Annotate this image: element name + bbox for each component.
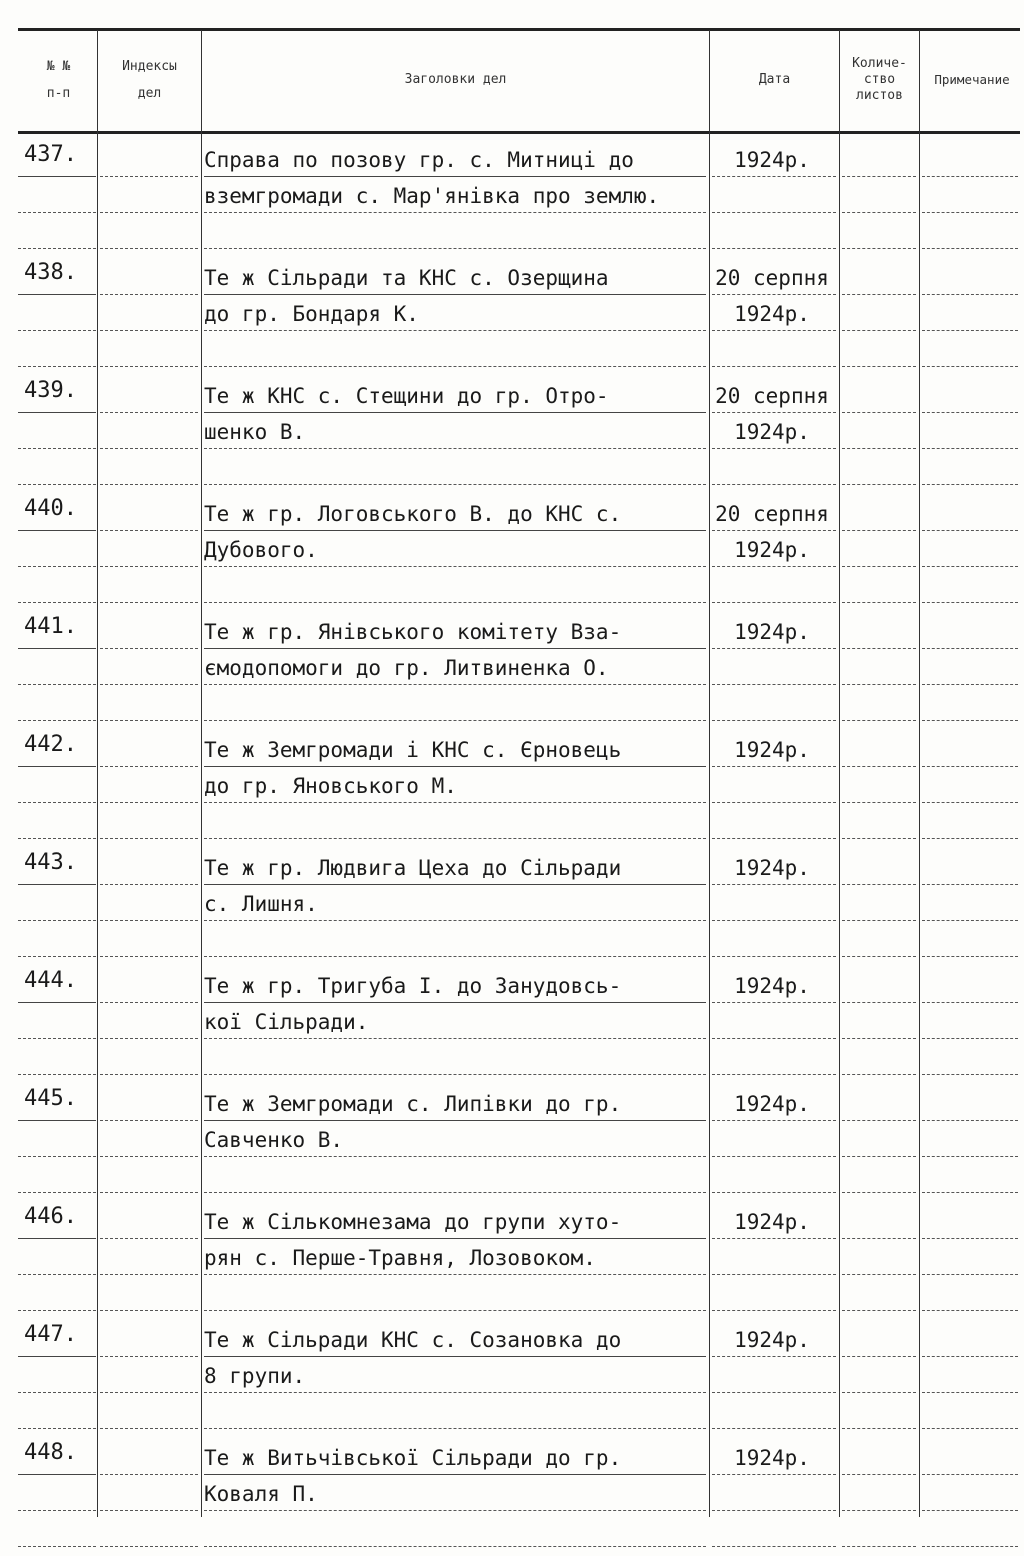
ruled-line xyxy=(712,684,836,685)
ruled-line xyxy=(100,1546,198,1547)
ruled-line xyxy=(922,294,1018,295)
ruled-line xyxy=(100,602,198,603)
ruled-line xyxy=(18,956,96,957)
item-number: 443. xyxy=(24,850,77,875)
ruled-line xyxy=(204,1510,706,1511)
ruled-line xyxy=(18,330,96,331)
ruled-line xyxy=(922,448,1018,449)
item-number: 447. xyxy=(24,1322,77,1347)
ruled-line xyxy=(712,602,836,603)
ruled-line xyxy=(100,1474,198,1475)
ruled-line xyxy=(100,212,198,213)
ruled-line xyxy=(204,1074,706,1075)
ruled-line xyxy=(204,448,706,449)
ruled-line xyxy=(922,884,1018,885)
ruled-line xyxy=(712,1510,836,1511)
ruled-line xyxy=(100,176,198,177)
ruled-line xyxy=(842,530,916,531)
ruled-line xyxy=(712,1074,836,1075)
ruled-line xyxy=(922,1156,1018,1157)
ruled-line xyxy=(922,802,1018,803)
ruled-line xyxy=(712,1156,836,1157)
ruled-line xyxy=(922,920,1018,921)
ruled-line xyxy=(18,366,96,367)
ruled-line xyxy=(18,766,96,767)
ruled-line xyxy=(712,648,836,649)
ruled-line xyxy=(712,366,836,367)
header-title: Заголовки дел xyxy=(404,72,507,88)
ruled-line xyxy=(100,802,198,803)
ruled-line xyxy=(204,802,706,803)
ruled-line xyxy=(18,1392,96,1393)
ruled-line xyxy=(100,1510,198,1511)
ruled-line xyxy=(204,1120,706,1121)
table-row xyxy=(0,494,1024,612)
case-title: Те ж гр. Янівського комітету Вза- ємодопомоги до гр. Литвиненка О. xyxy=(204,620,622,680)
ruled-line xyxy=(100,294,198,295)
ruled-line xyxy=(922,1392,1018,1393)
ruled-line xyxy=(18,1310,96,1311)
item-number: 440. xyxy=(24,496,77,521)
case-date: 1924р. xyxy=(734,1210,810,1234)
ruled-line xyxy=(922,838,1018,839)
case-title: Те ж Земгромади і КНС с. Єрновець до гр. Яновського М. xyxy=(204,738,622,798)
ruled-line xyxy=(204,412,706,413)
ruled-line xyxy=(100,566,198,567)
ruled-line xyxy=(712,920,836,921)
ruled-line xyxy=(712,1392,836,1393)
ruled-line xyxy=(204,484,706,485)
ruled-line xyxy=(842,212,916,213)
ruled-line xyxy=(204,1546,706,1547)
ruled-line xyxy=(18,648,96,649)
ruled-line xyxy=(712,448,836,449)
item-number: 445. xyxy=(24,1086,77,1111)
ruled-line xyxy=(842,1356,916,1357)
ruled-line xyxy=(204,176,706,177)
ruled-line xyxy=(100,838,198,839)
ruled-line xyxy=(922,956,1018,957)
ruled-line xyxy=(18,1192,96,1193)
ruled-line xyxy=(922,366,1018,367)
ruled-line xyxy=(922,1546,1018,1547)
ruled-line xyxy=(842,1074,916,1075)
ruled-line xyxy=(922,1274,1018,1275)
ruled-line xyxy=(922,1474,1018,1475)
ruled-line xyxy=(842,1002,916,1003)
ruled-line xyxy=(100,684,198,685)
table-row xyxy=(0,612,1024,730)
case-title: Те ж гр. Людвига Цеха до Сільради с. Лишня. xyxy=(204,856,622,916)
ruled-line xyxy=(100,920,198,921)
ruled-line xyxy=(204,566,706,567)
ruled-line xyxy=(922,1310,1018,1311)
case-date: 1924р. xyxy=(734,1092,810,1116)
ruled-line xyxy=(204,294,706,295)
ruled-line xyxy=(18,1474,96,1475)
case-title: Те ж КНС с. Стещини до гр. Отро- шенко В. xyxy=(204,384,609,444)
ruled-line xyxy=(100,884,198,885)
case-date: 1924р. xyxy=(734,620,810,644)
ruled-line xyxy=(712,1238,836,1239)
ruled-line xyxy=(18,484,96,485)
ruled-line xyxy=(18,1274,96,1275)
ruled-line xyxy=(204,1310,706,1311)
ruled-line xyxy=(842,448,916,449)
ruled-line xyxy=(18,1428,96,1429)
ruled-line xyxy=(842,412,916,413)
ruled-line xyxy=(712,1310,836,1311)
ruled-line xyxy=(922,1356,1018,1357)
ruled-line xyxy=(842,248,916,249)
item-number: 442. xyxy=(24,732,77,757)
ruled-line xyxy=(18,248,96,249)
ruled-line xyxy=(18,602,96,603)
ruled-line xyxy=(712,176,836,177)
header-index: Индексы дел xyxy=(122,58,177,101)
ruled-line xyxy=(204,766,706,767)
ruled-line xyxy=(18,884,96,885)
item-number: 444. xyxy=(24,968,77,993)
ruled-line xyxy=(842,1120,916,1121)
ruled-line xyxy=(842,766,916,767)
ruled-line xyxy=(922,1192,1018,1193)
ruled-line xyxy=(842,602,916,603)
ruled-line xyxy=(842,366,916,367)
ruled-line xyxy=(18,1120,96,1121)
ruled-line xyxy=(922,1074,1018,1075)
case-date: 20 серпня 1924р. xyxy=(715,266,829,326)
ruled-line xyxy=(922,330,1018,331)
ruled-line xyxy=(842,1156,916,1157)
header-bottom-border xyxy=(18,131,1020,134)
ruled-line xyxy=(712,838,836,839)
table-row xyxy=(0,140,1024,258)
ruled-line xyxy=(842,330,916,331)
ruled-line xyxy=(842,720,916,721)
ruled-line xyxy=(100,1156,198,1157)
ruled-line xyxy=(842,884,916,885)
ruled-line xyxy=(842,648,916,649)
ruled-line xyxy=(204,1274,706,1275)
ruled-line xyxy=(922,1238,1018,1239)
ruled-line xyxy=(204,248,706,249)
ruled-line xyxy=(842,1474,916,1475)
ruled-line xyxy=(18,838,96,839)
ruled-line xyxy=(100,1310,198,1311)
ruled-line xyxy=(842,1546,916,1547)
ruled-line xyxy=(842,484,916,485)
ruled-line xyxy=(922,566,1018,567)
ruled-line xyxy=(204,920,706,921)
table-row xyxy=(0,1320,1024,1438)
ruled-line xyxy=(18,412,96,413)
table-row xyxy=(0,966,1024,1084)
ruled-line xyxy=(204,956,706,957)
ruled-line xyxy=(204,884,706,885)
case-title: Те ж Сільради та КНС с. Озерщина до гр. Бондаря К. xyxy=(204,266,609,326)
ruled-line xyxy=(18,684,96,685)
ruled-line xyxy=(712,530,836,531)
case-title: Те ж Витьчівської Сільради до гр. Коваля П. xyxy=(204,1446,622,1506)
ruled-line xyxy=(712,1428,836,1429)
case-date: 20 серпня 1924р. xyxy=(715,384,829,444)
ruled-line xyxy=(842,838,916,839)
ruled-line xyxy=(712,1274,836,1275)
case-title: Те ж гр. Тригуба І. до Занудовсь- кої Сільради. xyxy=(204,974,622,1034)
ruled-line xyxy=(922,248,1018,249)
ruled-line xyxy=(842,1274,916,1275)
ruled-line xyxy=(922,1002,1018,1003)
ruled-line xyxy=(204,1356,706,1357)
ruled-line xyxy=(18,176,96,177)
ruled-line xyxy=(922,176,1018,177)
ruled-line xyxy=(842,684,916,685)
ruled-line xyxy=(842,1392,916,1393)
ruled-line xyxy=(842,1428,916,1429)
case-date: 20 серпня 1924р. xyxy=(715,502,829,562)
ruled-line xyxy=(100,330,198,331)
ruled-line xyxy=(100,412,198,413)
ruled-line xyxy=(100,1074,198,1075)
ruled-line xyxy=(100,1120,198,1121)
ruled-line xyxy=(100,448,198,449)
case-title: Те ж Сільради КНС с. Созановка до 8 групи. xyxy=(204,1328,622,1388)
ruled-line xyxy=(712,1002,836,1003)
ruled-line xyxy=(18,1546,96,1547)
header-note: Примечание xyxy=(934,71,1010,87)
ruled-line xyxy=(18,294,96,295)
ruled-line xyxy=(712,1546,836,1547)
table-row xyxy=(0,258,1024,376)
ruled-line xyxy=(18,1038,96,1039)
item-number: 446. xyxy=(24,1204,77,1229)
ruled-line xyxy=(922,212,1018,213)
case-date: 1924р. xyxy=(734,1328,810,1352)
ruled-line xyxy=(922,484,1018,485)
ruled-line xyxy=(204,1156,706,1157)
ruled-line xyxy=(712,720,836,721)
ruled-line xyxy=(100,1238,198,1239)
ruled-line xyxy=(712,884,836,885)
ruled-line xyxy=(712,766,836,767)
ruled-line xyxy=(712,1038,836,1039)
table-row xyxy=(0,1438,1024,1556)
ruled-line xyxy=(842,1310,916,1311)
header-date: Дата xyxy=(758,72,791,88)
ruled-line xyxy=(712,1356,836,1357)
ruled-line xyxy=(842,1510,916,1511)
ruled-line xyxy=(100,530,198,531)
item-number: 438. xyxy=(24,260,77,285)
ruled-line xyxy=(842,802,916,803)
ruled-line xyxy=(204,530,706,531)
ruled-line xyxy=(712,956,836,957)
item-number: 441. xyxy=(24,614,77,639)
ruled-line xyxy=(842,566,916,567)
ruled-line xyxy=(842,1038,916,1039)
ruled-line xyxy=(18,802,96,803)
ruled-line xyxy=(18,1238,96,1239)
ruled-line xyxy=(204,1392,706,1393)
table-row xyxy=(0,848,1024,966)
ruled-line xyxy=(100,648,198,649)
ruled-line xyxy=(712,1192,836,1193)
ruled-line xyxy=(712,248,836,249)
ruled-line xyxy=(712,294,836,295)
ruled-line xyxy=(712,330,836,331)
ruled-line xyxy=(842,294,916,295)
case-date: 1924р. xyxy=(734,856,810,880)
ruled-line xyxy=(204,330,706,331)
item-number: 437. xyxy=(24,142,77,167)
ruled-line xyxy=(712,566,836,567)
ruled-line xyxy=(922,1120,1018,1121)
ruled-line xyxy=(18,566,96,567)
ruled-line xyxy=(100,1392,198,1393)
ruled-line xyxy=(100,1428,198,1429)
ruled-line xyxy=(204,212,706,213)
table-row xyxy=(0,1202,1024,1320)
table-row xyxy=(0,1084,1024,1202)
item-number: 448. xyxy=(24,1440,77,1465)
ruled-line xyxy=(204,684,706,685)
ruled-line xyxy=(842,1192,916,1193)
ruled-line xyxy=(100,766,198,767)
ruled-line xyxy=(204,1474,706,1475)
ruled-line xyxy=(204,838,706,839)
ruled-line xyxy=(712,1120,836,1121)
ruled-line xyxy=(204,648,706,649)
case-date: 1924р. xyxy=(734,148,810,172)
ruled-line xyxy=(922,684,1018,685)
header-number: № № п-п xyxy=(46,58,71,101)
ruled-line xyxy=(204,1428,706,1429)
ruled-line xyxy=(18,1510,96,1511)
ruled-line xyxy=(18,1156,96,1157)
header-sheets: Количе- ство листов xyxy=(852,55,907,104)
ruled-line xyxy=(712,802,836,803)
ruled-line xyxy=(18,212,96,213)
ruled-line xyxy=(204,602,706,603)
ruled-line xyxy=(922,530,1018,531)
case-date: 1924р. xyxy=(734,1446,810,1470)
case-title: Те ж Сількомнезама до групи хуто- рян с. Перше-Травня, Лозовоком. xyxy=(204,1210,622,1270)
ruled-line xyxy=(18,920,96,921)
ruled-line xyxy=(842,920,916,921)
ruled-line xyxy=(712,484,836,485)
ruled-line xyxy=(204,1192,706,1193)
ruled-line xyxy=(100,248,198,249)
ruled-line xyxy=(18,1074,96,1075)
table-row xyxy=(0,730,1024,848)
ruled-line xyxy=(204,1038,706,1039)
ruled-line xyxy=(18,1002,96,1003)
ruled-line xyxy=(100,366,198,367)
ruled-line xyxy=(100,1356,198,1357)
ruled-line xyxy=(922,602,1018,603)
ruled-line xyxy=(712,412,836,413)
item-number: 439. xyxy=(24,378,77,403)
ruled-line xyxy=(100,720,198,721)
ruled-line xyxy=(922,766,1018,767)
ruled-line xyxy=(100,484,198,485)
ruled-line xyxy=(712,212,836,213)
ruled-line xyxy=(204,720,706,721)
ruled-line xyxy=(100,1002,198,1003)
ruled-line xyxy=(842,176,916,177)
case-title: Справа по позову гр. с. Митниці до вземгромади с. Мар'янівка про землю. xyxy=(204,148,660,208)
table-row xyxy=(0,376,1024,494)
ruled-line xyxy=(100,1038,198,1039)
case-date: 1924р. xyxy=(734,738,810,762)
ruled-line xyxy=(100,1274,198,1275)
ruled-line xyxy=(922,720,1018,721)
ruled-line xyxy=(18,448,96,449)
ruled-line xyxy=(922,1038,1018,1039)
ruled-line xyxy=(204,1238,706,1239)
ruled-line xyxy=(18,720,96,721)
ruled-line xyxy=(922,1428,1018,1429)
ruled-line xyxy=(842,1238,916,1239)
case-date: 1924р. xyxy=(734,974,810,998)
ruled-line xyxy=(922,648,1018,649)
ruled-line xyxy=(922,412,1018,413)
ruled-line xyxy=(842,956,916,957)
ruled-line xyxy=(18,1356,96,1357)
case-title: Те ж гр. Логовського В. до КНС с. Дубового. xyxy=(204,502,622,562)
ruled-line xyxy=(204,1002,706,1003)
ruled-line xyxy=(100,1192,198,1193)
case-title: Те ж Земгромади с. Липівки до гр. Савченко В. xyxy=(204,1092,622,1152)
ruled-line xyxy=(100,956,198,957)
ruled-line xyxy=(712,1474,836,1475)
ruled-line xyxy=(18,530,96,531)
ruled-line xyxy=(204,366,706,367)
ruled-line xyxy=(922,1510,1018,1511)
